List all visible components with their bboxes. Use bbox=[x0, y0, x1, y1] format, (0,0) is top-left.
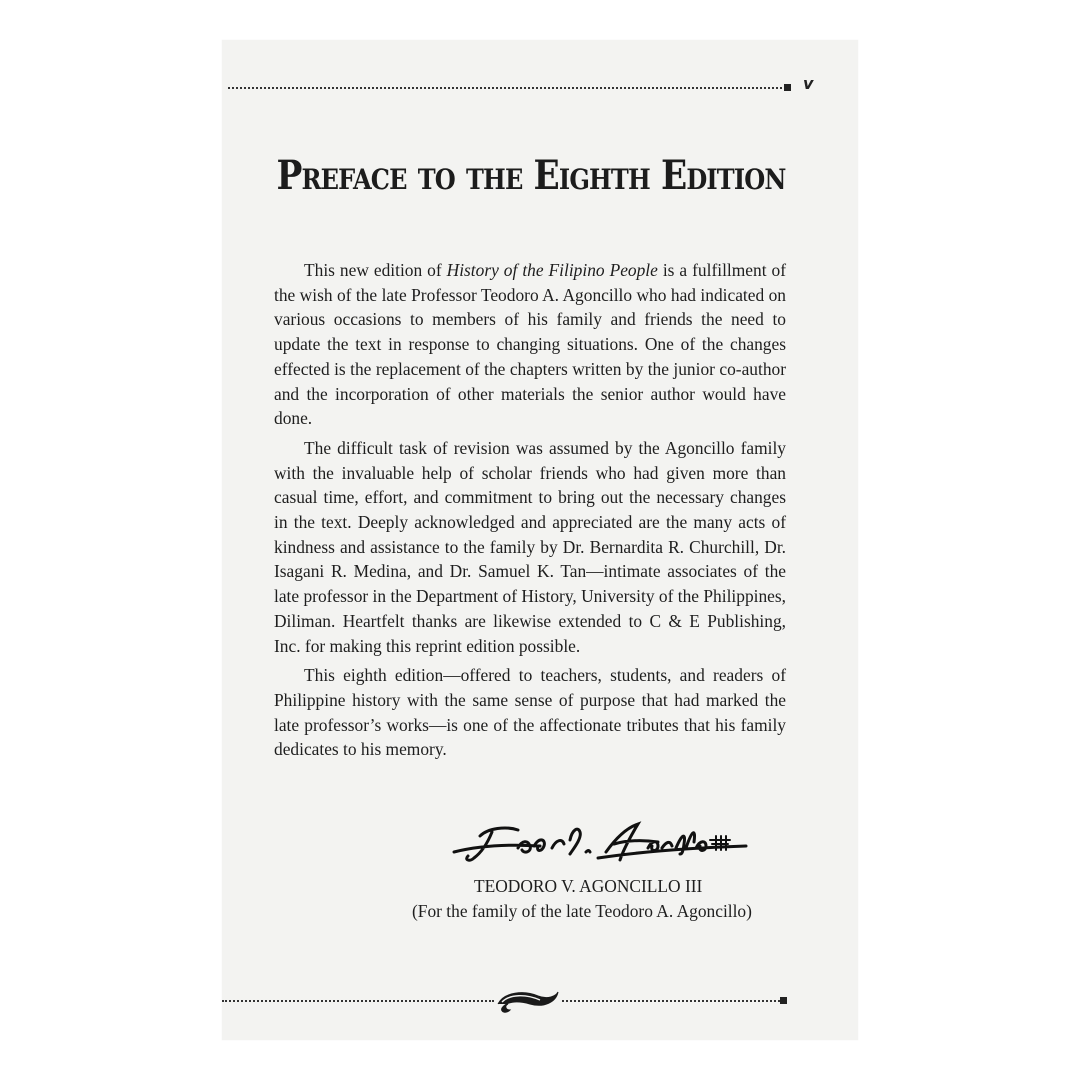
paragraph-1-lead: This new edition of bbox=[304, 260, 447, 280]
signatory-name: TEODORO V. AGONCILLO III bbox=[474, 876, 703, 896]
book-title-italic: History of the Filipino People bbox=[446, 260, 658, 280]
paragraph-1-rest: is a fulfillment of the wish of the late Professor Teodoro A. Agoncillo who had indicated on various occasions to members of his family and friends the need to update the text in response to changing situations. One of the changes effected is the replacement of the chapters written by the junior co-author and the incorporation of other materials the senior author would have done. bbox=[274, 260, 786, 429]
flourish-ornament bbox=[494, 984, 562, 1018]
paragraph-3: This eighth edition—offered to teachers, students, and readers of Philippine history with the same sense of purpose that had marked the late professor’s works—is one of the affectionate tributes that his family dedicates to his memory. bbox=[274, 665, 786, 760]
signatory-note: (For the family of the late Teodoro A. Agoncillo) bbox=[412, 901, 752, 921]
book-page bbox=[222, 40, 858, 1040]
preface-body bbox=[274, 258, 786, 767]
top-dotted-rule bbox=[228, 87, 782, 89]
bottom-dotted-rule-left bbox=[222, 1000, 494, 1002]
bottom-dotted-rule-right bbox=[562, 1000, 780, 1002]
page-number: v bbox=[803, 74, 814, 93]
bottom-square-ornament bbox=[780, 997, 787, 1004]
handwritten-signature bbox=[448, 818, 748, 868]
page-title: Preface to the Eighth Edition bbox=[276, 152, 786, 199]
top-square-ornament bbox=[784, 84, 791, 91]
paragraph-2: The difficult task of revision was assumed by the Agoncillo family with the invaluable help of scholar friends who had given more than casual time, effort, and commitment to bring out the necessary changes in the text. Deeply acknowledged and appreciated are the many acts of kindness and assistance to the family by Dr. Bernardita R. Churchill, Dr. Isagani R. Medina, and Dr. Samuel K. Tan—intimate associates of the late professor in the Department of History, University of the Philippines, Diliman. Heartfelt thanks are likewise extended to C & E Publishing, Inc. for making this reprint edition possible. bbox=[274, 437, 786, 656]
paragraph-1 bbox=[274, 258, 786, 431]
